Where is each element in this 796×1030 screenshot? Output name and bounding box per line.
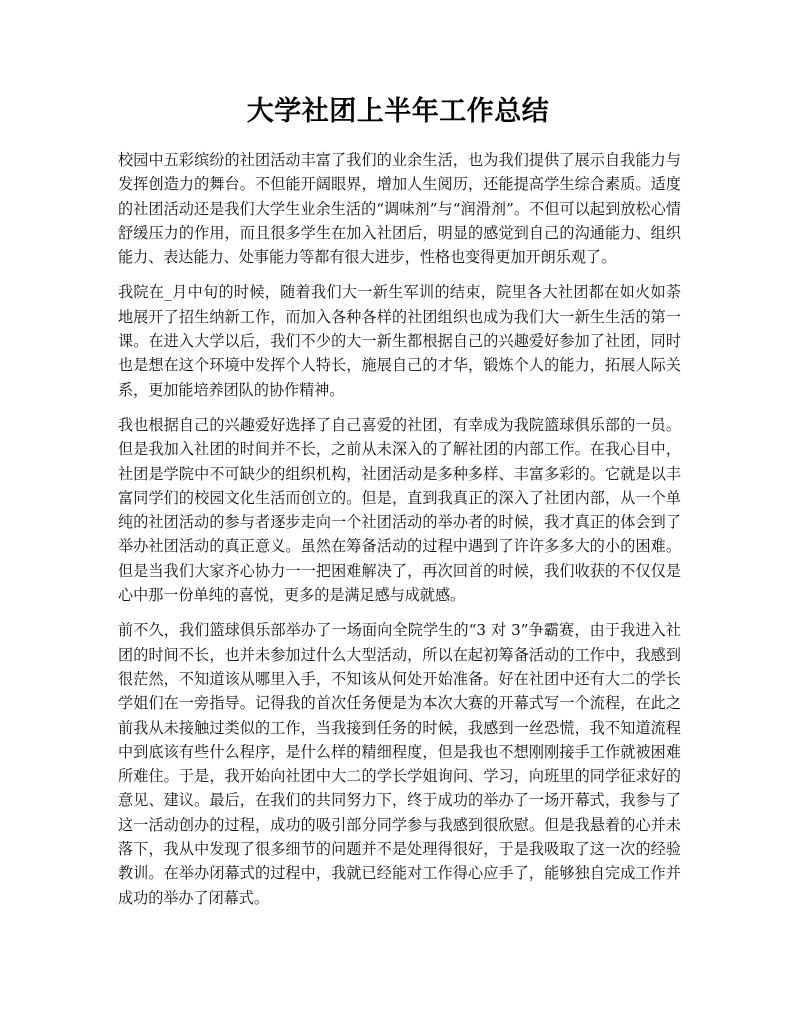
- paragraph-2: 我院在_月中旬的时候，随着我们大一新生军训的结束，院里各大社团都在如火如荼地展开了招生纳新工作，而加入各种各样的社团组织也成为我们大一新生生活的第一课。在进入大学以后，我们不少的大一新生都根据自己的兴趣爱好参加了社团，同时也是想在这个环境中发挥个人特长，施展自己的才华，锻炼个人的能力，拓展人际关系，更加能培养团队的协作精神。: [118, 283, 681, 399]
- paragraph-3: 我也根据自己的兴趣爱好选择了自己喜爱的社团，有幸成为我院篮球俱乐部的一员。但是我加入社团的时间并不长，之前从未深入的了解社团的内部工作。在我心目中，社团是学院中不可缺少的组织机构，社团活动是多种多样、丰富多彩的。它就是以丰富同学们的校园文化生活而创立的。但是，直到我真正的深入了社团内部，从一个单纯的社团活动的参与者逐步走向一个社团活动的举办者的时候，我才真正的体会到了举办社团活动的真正意义。虽然在筹备活动的过程中遇到了许许多多大的小的困难。但是当我们大家齐心协力一一把困难解决了，再次回首的时候，我们收获的不仅仅是心中那一份单纯的喜悦，更多的是满足感与成就感。: [118, 415, 681, 605]
- document-title: 大学社团上半年工作总结: [246, 96, 550, 127]
- document-body: [118, 148, 681, 921]
- paragraph-1: 校园中五彩缤纷的社团活动丰富了我们的业余生活，也为我们提供了展示自我能力与发挥创造力的舞台。不但能开阔眼界，增加人生阅历，还能提高学生综合素质。适度的社团活动还是我们大学生业余生活的“调味剂”与“润滑剂”。不但可以起到放松心情舒缓压力的作用，而且很多学生在加入社团后，明显的感觉到自己的沟通能力、组织能力、表达能力、处事能力等都有很大进步，性格也变得更加开朗乐观了。: [118, 151, 681, 267]
- paragraph-4: 前不久，我们篮球俱乐部举办了一场面向全院学生的“3 对 3”争霸赛，由于我进入社团的时间不长，也并未参加过什么大型活动，所以在起初筹备活动的工作中，我感到很茫然，不知道该从哪里入手，不知该从何处开始准备。好在社团中还有大二的学长学姐们在一旁指导。记得我的首次任务便是为本次大赛的开幕式写一个流程，在此之前我从未接触过类似的工作，当我接到任务的时候，我感到一丝恐慌，我不知道流程中到底该有些什么程序，是什么样的精细程度，但是我也不想刚刚接手工作就被困难所难住。于是，我开始向社团中大二的学长学姐询问、学习，向班里的同学征求好的意见、建议。最后，在我们的共同努力下，终于成功的举办了一场开幕式，我参与了这一活动创办的过程，成功的吸引部分同学参与我感到很欣慰。但是我悬着的心并未落下，我从中发现了很多细节的问题并不是处理得很好，于是我吸取了这一次的经验教训。在举办闭幕式的过程中，我就已经能对工作得心应手了，能够独自完成工作并成功的举办了闭幕式。: [118, 621, 681, 907]
